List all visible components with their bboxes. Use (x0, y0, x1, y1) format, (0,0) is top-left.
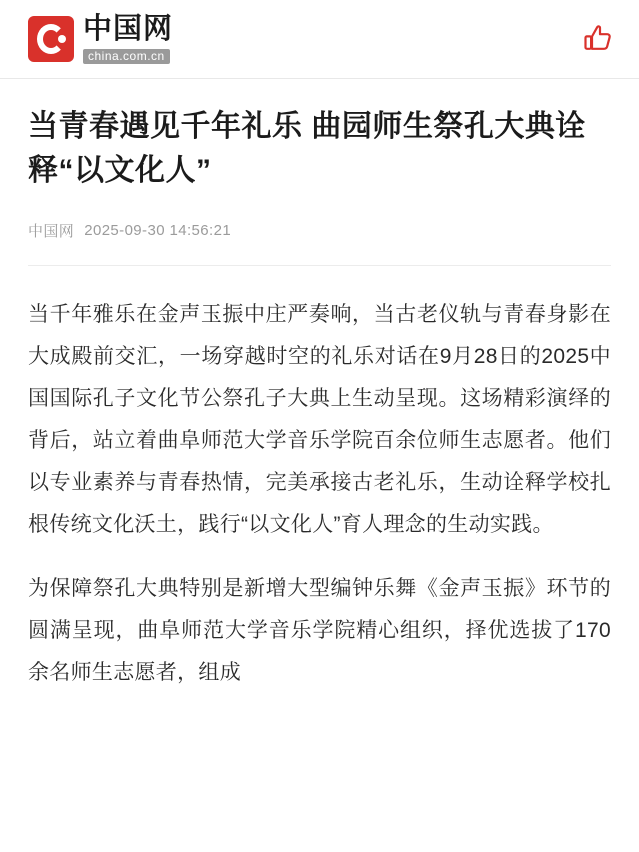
article-body (28, 294, 611, 694)
article-meta (28, 220, 611, 241)
article-container (0, 79, 639, 694)
article-timestamp: 2025-09-30 14:56:21 (84, 222, 232, 239)
brand-domain: china.com.cn (83, 49, 170, 64)
china-net-logo-icon (28, 16, 74, 62)
article-source: 中国网 (28, 223, 75, 240)
page-title: 当青春遇见千年礼乐 曲园师生祭孔大典诠释“以文化人” (28, 110, 586, 187)
site-logo[interactable] (28, 14, 173, 64)
brand-text (83, 14, 173, 64)
site-header (0, 0, 639, 79)
article-paragraph: 为保障祭孔大典特别是新增大型编钟乐舞《金声玉振》环节的圆满呈现，曲阜师范大学音乐学院精心组织，择优选拔了170余名师生志愿者，组成 (28, 577, 611, 684)
meta-divider (28, 265, 611, 266)
article-paragraph: 当千年雅乐在金声玉振中庄严奏响，当古老仪轨与青春身影在大成殿前交汇，一场穿越时空的礼乐对话在9月28日的2025中国国际孔子文化节公祭孔子大典上生动呈现。这场精彩演绎的背后，站立着曲阜师范大学音乐学院百余位师生志愿者。他们以专业素养与青春热情，完美承接古老礼乐，生动诠释学校扎根传统文化沃土，践行“以文化人”育人理念的生动实践。 (28, 303, 611, 536)
brand-name-cn: 中国网 (83, 12, 174, 45)
thumbs-up-icon[interactable] (579, 19, 617, 59)
